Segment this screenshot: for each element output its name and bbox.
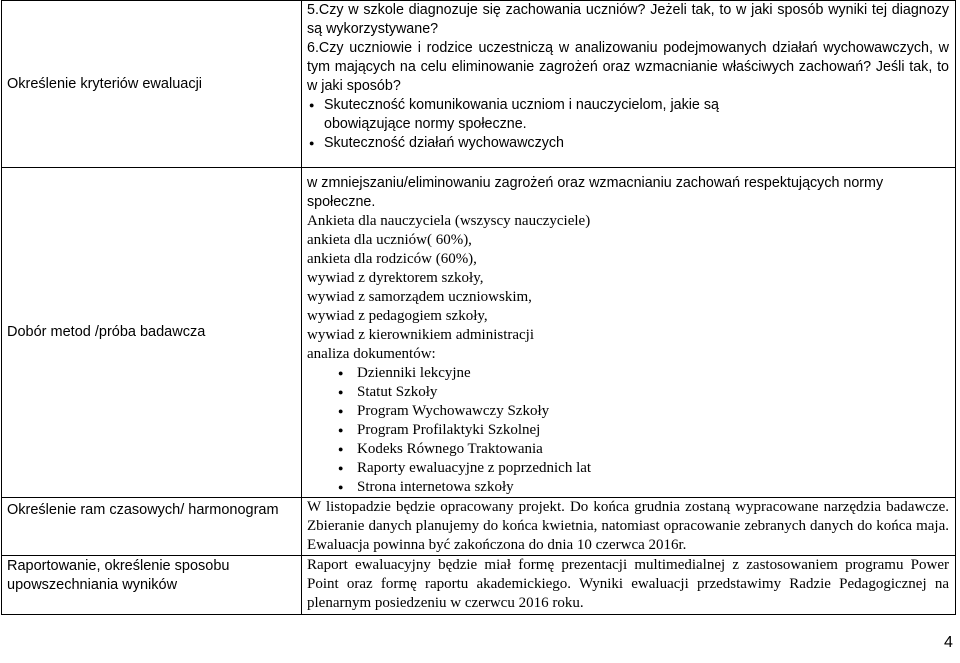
reporting-text: Raport ewaluacyjny będzie miał formę prezentacji multimedialnej z zastosowaniem programu Power Point oraz formę raportu akademickiego. Wyniki ewaluacji przedstawimy Radzie Pedagogicznej na plenarnym posiedzeniu w czerwcu 2016 roku.: [307, 557, 949, 611]
document-item: ● Kodeks Równego Traktowania: [336, 440, 949, 459]
evaluation-table: [1, 0, 956, 615]
document-item: ● Raporty ewaluacyjne z poprzednich lat: [336, 459, 949, 478]
criteria-label-cell: [2, 1, 302, 168]
reporting-label-cell: [2, 556, 302, 615]
method-item: Ankieta dla nauczyciela (wszyscy nauczyciele): [307, 213, 591, 229]
question-6: 6.Czy uczniowie i rodzice uczestniczą w analizowaniu podejmowanych działań wychowawczych, w tym mających na celu eliminowanie zagrożeń oraz wzmacnianie właściwych zachowań? Jeśli tak, to w jaki sposób?: [307, 40, 949, 94]
document-item: ● Program Wychowawczy Szkoły: [336, 402, 949, 421]
schedule-label-cell: [2, 498, 302, 556]
methods-content-cell: [302, 168, 956, 498]
method-item: ankieta dla rodziców (60%),: [307, 251, 477, 267]
criteria-content-cell: [302, 1, 956, 168]
document-item: ● Dzienniki lekcyjne: [336, 364, 949, 383]
criteria-item: ● Skuteczność działań wychowawczych: [307, 134, 949, 153]
reporting-content-cell: [302, 556, 956, 615]
methods-label-cell: [2, 168, 302, 498]
criteria-label: Określenie kryteriów ewaluacji: [7, 75, 203, 92]
schedule-content-cell: [302, 498, 956, 556]
methods-label: Dobór metod /próba badawcza: [7, 324, 206, 340]
row-methods: [2, 168, 956, 498]
criteria-list: [307, 96, 949, 153]
document-item: ● Program Profilaktyki Szkolnej: [336, 421, 949, 440]
method-item: wywiad z samorządem uczniowskim,: [307, 289, 532, 305]
schedule-text: W listopadzie będzie opracowany projekt. Do końca grudnia zostaną wypracowane narzędzia badawcze. Zbieranie danych planujemy do końca kwietnia, natomiast opracowanie zebranych danych do końca maja. Ewaluacja powinna być zakończona do dnia 10 czerwca 2016r.: [307, 499, 949, 553]
row-criteria: [2, 1, 956, 168]
method-item: wywiad z dyrektorem szkoły,: [307, 270, 484, 286]
method-item: wywiad z kierownikiem administracji: [307, 327, 535, 343]
document-item: ● Statut Szkoły: [336, 383, 949, 402]
criteria-item: ● Skuteczność komunikowania uczniom i nauczycielom, jakie są obowiązujące normy społeczne.: [307, 96, 949, 134]
reporting-label: Raportowanie, określenie sposobu upowszechniania wyników: [7, 558, 230, 593]
page-number: 4: [944, 634, 953, 651]
row-reporting: [2, 556, 956, 615]
method-item: analiza dokumentów:: [307, 346, 436, 362]
methods-intro: w zmniejszaniu/eliminowaniu zagrożeń oraz wzmacnianiu zachowań respektujących normy społeczne.: [307, 175, 884, 210]
document-item: ● Strona internetowa szkoły: [336, 478, 949, 497]
schedule-label: Określenie ram czasowych/ harmonogram: [7, 502, 279, 518]
method-item: ankieta dla uczniów( 60%),: [307, 232, 472, 248]
row-schedule: [2, 498, 956, 556]
question-5: 5.Czy w szkole diagnozuje się zachowania uczniów? Jeżeli tak, to w jaki sposób wyniki tej diagnozy są wykorzystywane?: [307, 2, 949, 37]
method-item: wywiad z pedagogiem szkoły,: [307, 308, 488, 324]
documents-list: [336, 364, 949, 497]
